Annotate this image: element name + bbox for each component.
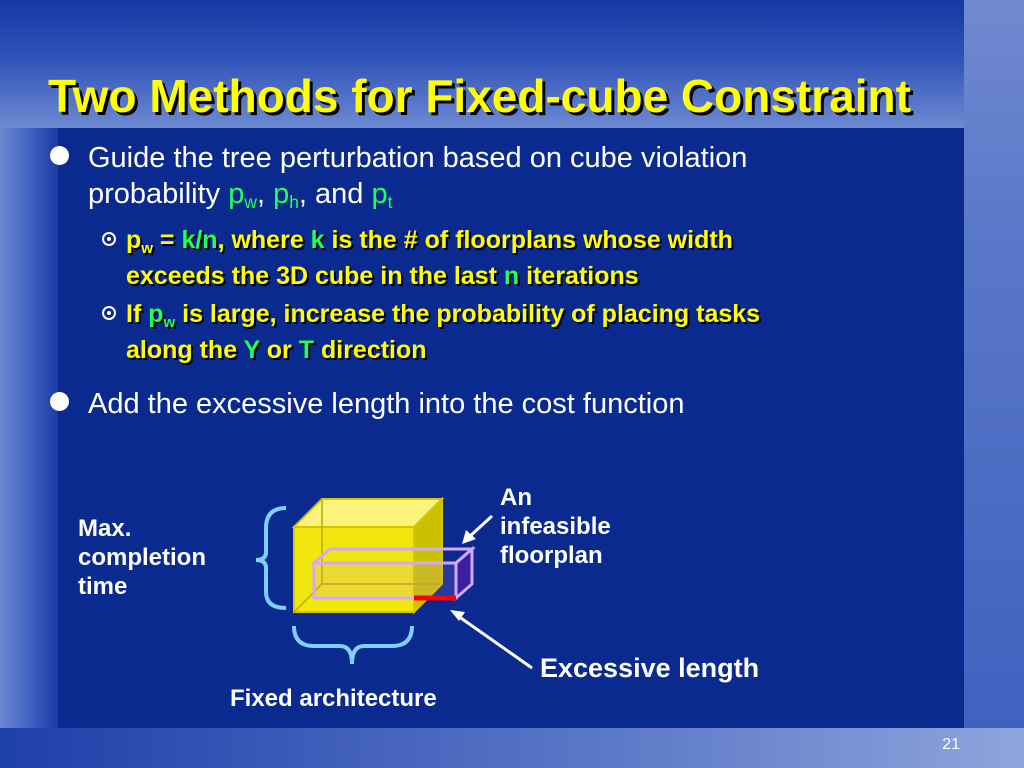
bullet-dot-icon	[50, 146, 69, 165]
bullet-1-prefix: probability	[88, 178, 229, 210]
content-area	[58, 128, 964, 728]
sub-bullet-1-line2: exceeds the 3D cube in the last n iterations	[126, 262, 639, 290]
comma: ,	[256, 178, 274, 210]
sub-bullet-1	[126, 224, 926, 293]
t-term: T	[298, 336, 315, 364]
y-term: Y	[243, 336, 260, 364]
ph-symbol: $p_h$	[273, 178, 299, 212]
bullet-2	[88, 386, 948, 422]
fixed-architecture-label: Fixed architecture	[230, 685, 437, 712]
and-text: , and	[298, 178, 372, 210]
kn-term: k/n	[181, 226, 218, 254]
footer-band	[0, 728, 1024, 768]
excessive-length-label: Excessive length	[540, 653, 760, 683]
n-term: n	[503, 262, 520, 290]
infeasible-floorplan-label: An infeasible floorplan	[500, 484, 611, 569]
pw-symbol: $p_w$	[228, 178, 257, 212]
sub-bullet-2-line1: If $p_w$ is large, increase the probability of placing tasks	[126, 300, 761, 331]
sub-bullet-1-line1: $p_w = k/n$, where k is the # of floorplans whose width	[126, 226, 733, 257]
pw-symbol: $p_w$	[148, 300, 176, 331]
sub-bullet-2-line2: along the Y or T direction	[126, 336, 427, 364]
bullet-2-text: Add the excessive length into the cost function	[88, 388, 685, 420]
bullet-1	[88, 140, 948, 215]
pt-symbol: $p_t$	[371, 178, 393, 212]
bullet-dot-icon	[50, 392, 69, 411]
sub-bullet-2	[126, 298, 946, 367]
max-completion-label: Max. completion time	[78, 515, 207, 600]
bullet-1-line1: Guide the tree perturbation based on cube violation	[88, 142, 748, 174]
k-term: k	[310, 226, 325, 254]
left-band	[0, 128, 58, 768]
sub-bullet-icon	[102, 306, 116, 320]
sub-bullet-icon	[102, 232, 116, 246]
page-number: 21	[942, 736, 960, 753]
slide-title: Two Methods for Fixed-cube Constraint	[48, 70, 911, 122]
bullet-1-line2	[88, 176, 948, 215]
